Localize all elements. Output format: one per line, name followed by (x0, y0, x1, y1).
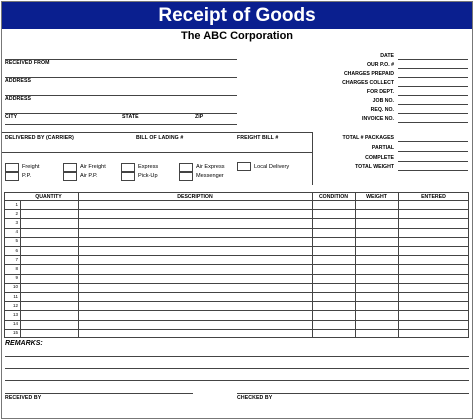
charges-collect-line[interactable] (398, 86, 468, 87)
carrier-top-line (2, 132, 312, 133)
air-express-label: Air Express (196, 164, 225, 170)
pick-up-label: Pick-Up (138, 173, 158, 179)
company-name: The ABC Corporation (180, 30, 294, 42)
charges-collect-label: CHARGES COLLECT (342, 80, 394, 86)
row-number: 1 (15, 201, 18, 207)
air-pp-label: Air P.P. (80, 173, 98, 179)
pp-label: P.P. (22, 173, 32, 179)
for-dept-line[interactable] (398, 95, 468, 96)
table-row[interactable] (4, 320, 469, 321)
checked-by-label: CHECKED BY (237, 395, 273, 401)
job-no-label: JOB NO. (372, 98, 394, 104)
express-checkbox[interactable] (121, 163, 135, 172)
city-state-zip-line[interactable] (5, 124, 237, 125)
job-no-line[interactable] (398, 104, 468, 105)
express-label: Express (138, 164, 159, 170)
complete-line[interactable] (398, 161, 468, 162)
carrier-bottom-line[interactable] (2, 152, 312, 153)
address1-line[interactable] (5, 77, 237, 78)
freight-checkbox[interactable] (5, 163, 19, 172)
partial-label: PARTIAL (371, 145, 394, 151)
address2-label: ADDRESS (5, 96, 32, 102)
table-row[interactable] (4, 292, 469, 293)
row-number: 13 (12, 311, 18, 317)
air-freight-label: Air Freight (80, 164, 106, 170)
table-row[interactable] (4, 237, 469, 238)
pp-checkbox[interactable] (5, 172, 19, 181)
state-label: STATE (122, 114, 139, 120)
air-express-checkbox[interactable] (179, 163, 193, 172)
table-row[interactable] (4, 246, 469, 247)
zip-label: ZIP (195, 114, 204, 120)
table-row[interactable] (4, 264, 469, 265)
table-row[interactable] (4, 274, 469, 275)
received-from-label: RECEIVED FROM (5, 60, 50, 66)
charges-prepaid-line[interactable] (398, 77, 468, 78)
row-number: 15 (12, 330, 18, 336)
row-number: 6 (15, 247, 18, 253)
receipt-form (1, 1, 473, 419)
address1-label: ADDRESS (5, 78, 32, 84)
condition-header: CONDITION (318, 194, 349, 200)
total-packages-label: TOTAL # PACKAGES (342, 135, 394, 141)
partial-line[interactable] (398, 151, 468, 152)
invoice-no-line[interactable] (398, 122, 468, 123)
freight-bill-label: FREIGHT BILL # (237, 135, 279, 141)
messenger-checkbox[interactable] (179, 172, 193, 181)
table-header-line (4, 200, 469, 201)
remarks-line-1[interactable] (5, 356, 469, 357)
local-delivery-label: Local Delivery (254, 164, 290, 170)
city-label: CITY (5, 114, 18, 120)
row-number: 11 (13, 293, 18, 299)
bill-of-lading-label: BILL OF LADING # (136, 135, 184, 141)
total-weight-line[interactable] (398, 170, 468, 171)
row-number: 4 (15, 229, 18, 235)
received-by-line[interactable] (5, 393, 193, 394)
charges-prepaid-label: CHARGES PREPAID (343, 71, 394, 77)
row-number: 12 (12, 302, 18, 308)
table-row[interactable] (4, 255, 469, 256)
messenger-label: Messenger (196, 173, 224, 179)
table-row[interactable] (4, 283, 469, 284)
row-number: 3 (15, 219, 18, 225)
delivered-by-label: DELIVERED BY (CARRIER) (5, 135, 74, 141)
entered-header: ENTERED (421, 194, 446, 200)
air-pp-checkbox[interactable] (63, 172, 77, 181)
checked-by-line[interactable] (237, 393, 469, 394)
local-delivery-checkbox[interactable] (237, 162, 251, 171)
table-row[interactable] (4, 209, 469, 210)
description-header: DESCRIPTION (177, 194, 213, 200)
remarks-line-2[interactable] (5, 368, 469, 369)
freight-label: Freight (22, 164, 40, 170)
table-row[interactable] (4, 329, 469, 330)
row-number: 2 (15, 210, 18, 216)
invoice-no-label: INVOICE NO. (362, 116, 394, 122)
for-dept-label: FOR DEPT. (366, 89, 394, 95)
table-row[interactable] (4, 310, 469, 311)
total-packages-line[interactable] (398, 141, 468, 142)
table-row[interactable] (4, 301, 469, 302)
remarks-line-3[interactable] (5, 380, 469, 381)
po-line[interactable] (398, 68, 468, 69)
table-row[interactable] (4, 218, 469, 219)
pick-up-checkbox[interactable] (121, 172, 135, 181)
po-label: OUR P.O. # (366, 62, 394, 68)
row-number: 7 (15, 256, 18, 262)
total-weight-label: TOTAL WEIGHT (355, 164, 394, 170)
form-title: Receipt of Goods (2, 2, 472, 29)
remarks-label: REMARKS: (5, 340, 43, 347)
req-no-line[interactable] (398, 113, 468, 114)
weight-header: WEIGHT (366, 194, 387, 200)
table-row[interactable] (4, 228, 469, 229)
complete-label: COMPLETE (365, 155, 394, 161)
row-number: 14 (12, 321, 18, 327)
row-number: 9 (15, 275, 18, 281)
air-freight-checkbox[interactable] (63, 163, 77, 172)
received-by-label: RECEIVED BY (5, 395, 42, 401)
row-number: 10 (12, 284, 18, 290)
row-number: 5 (15, 238, 18, 244)
address2-line[interactable] (5, 95, 237, 96)
rownum-divider (20, 200, 21, 338)
req-no-label: REQ. NO. (370, 107, 394, 113)
quantity-header: QUANTITY (35, 194, 62, 200)
date-line[interactable] (398, 59, 468, 60)
row-number: 8 (15, 265, 18, 271)
date-label: DATE (380, 53, 394, 59)
